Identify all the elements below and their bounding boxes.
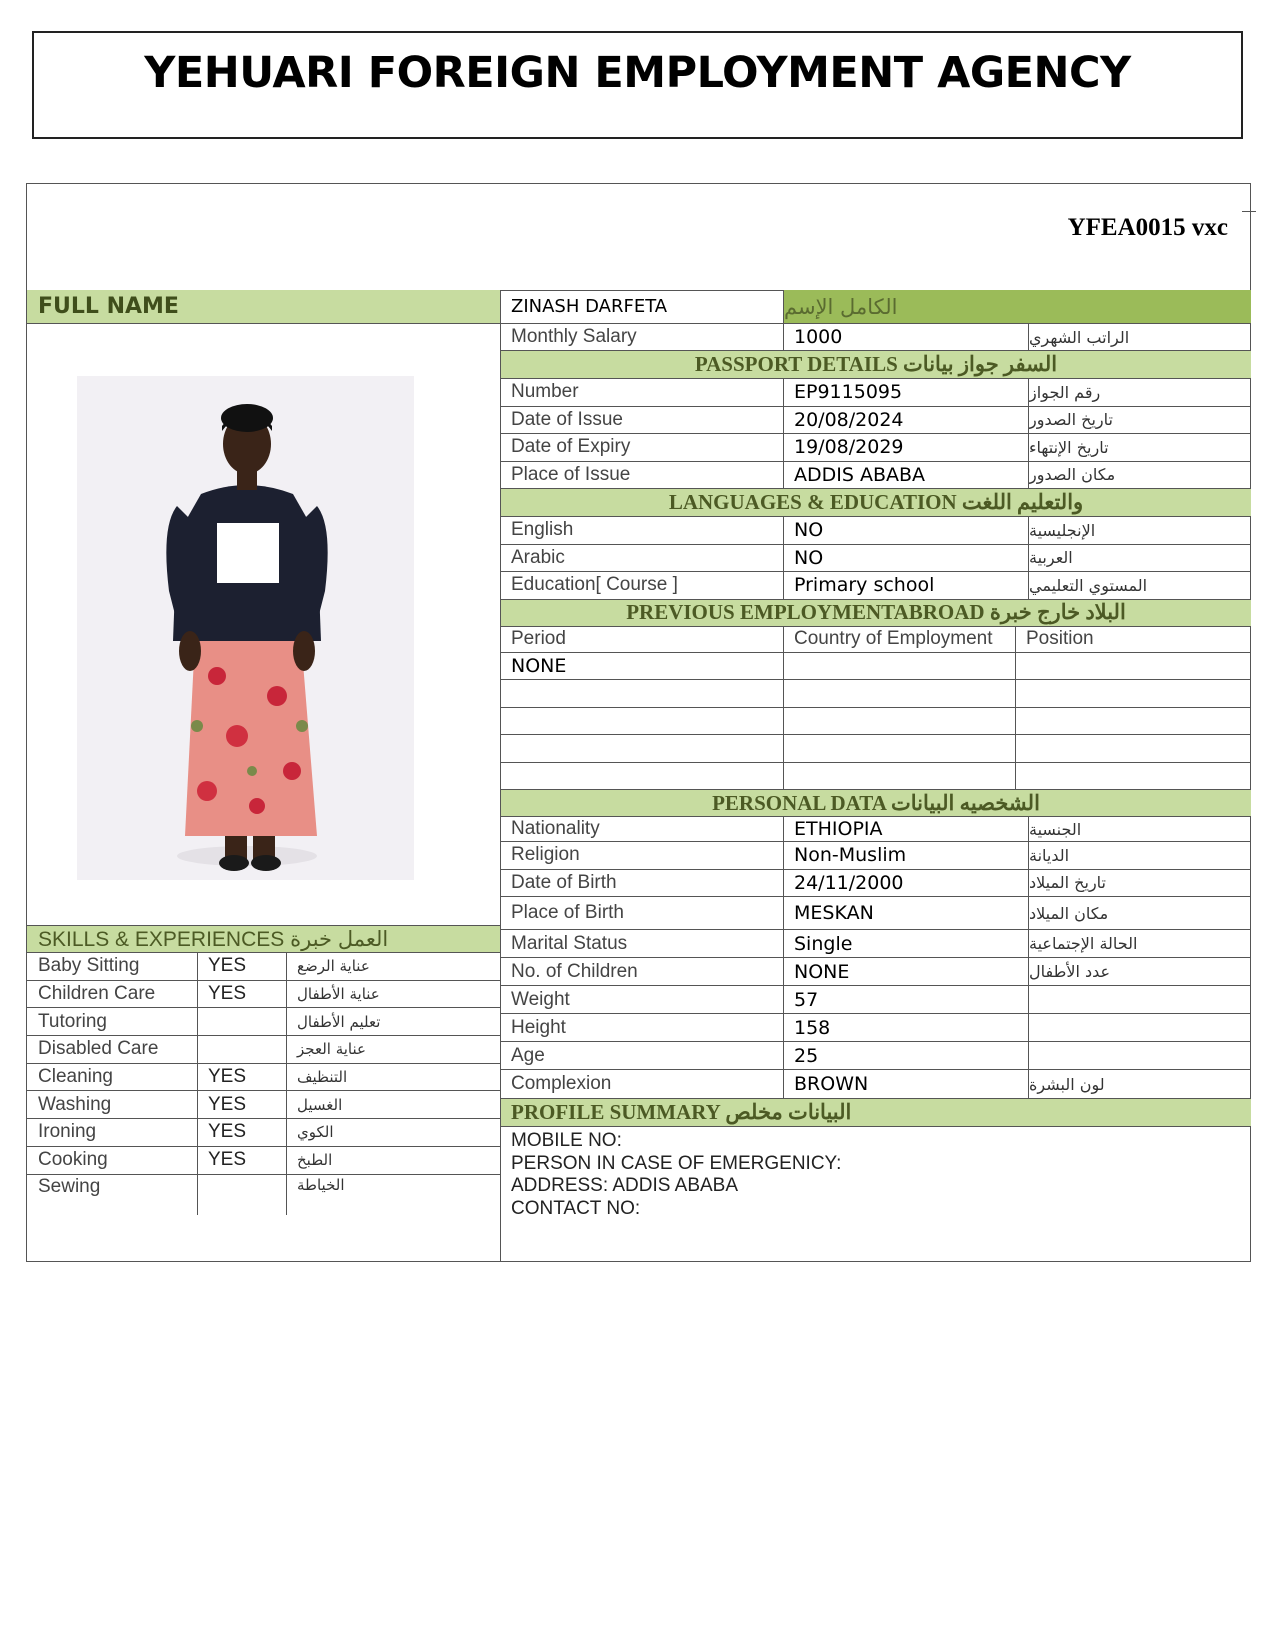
full-name-label-ar — [783, 290, 1251, 323]
skill-row-washing — [27, 1091, 500, 1119]
full-name-ar-text: الكامل الإسم — [784, 294, 898, 319]
employment-country — [783, 763, 1015, 790]
field-label-ar — [1028, 1042, 1251, 1069]
field-label: Date of Birth — [511, 871, 617, 893]
field-label-ar — [1028, 434, 1251, 461]
skill-label: Washing — [38, 1093, 112, 1115]
salary-row — [501, 324, 1251, 351]
skill-row-sewing — [27, 1175, 500, 1215]
skill-label-ar: عناية الأطفال — [286, 981, 500, 1008]
field-label-ar — [1028, 1014, 1251, 1041]
employment-position — [1015, 680, 1251, 707]
passport-section-heading: PASSPORT DETAILS السفر جواز بيانات — [501, 351, 1251, 379]
employment-period — [501, 735, 783, 762]
employment-position — [1015, 708, 1251, 735]
field-label: Nationality — [511, 818, 600, 839]
employment-country — [783, 653, 1015, 680]
employment-row — [501, 763, 1251, 791]
field-label: Age — [511, 1044, 545, 1066]
field-value: NO — [783, 545, 1028, 572]
field-label: Height — [511, 1016, 566, 1038]
summary-line: ADDRESS: ADDIS ABABA — [511, 1175, 739, 1196]
passport-row — [501, 379, 1251, 407]
field-value: ADDIS ABABA — [783, 462, 1028, 489]
personal-row — [501, 1014, 1251, 1042]
field-value: BROWN — [783, 1070, 1028, 1098]
skill-row-children-care — [27, 981, 500, 1009]
field-label-ar — [1028, 817, 1251, 841]
field-label-ar — [1028, 545, 1251, 572]
skill-value — [197, 1008, 286, 1035]
field-ar-text: رقم الجواز — [1029, 382, 1101, 402]
languages-section-heading: LANGUAGES & EDUCATION والتعليم اللغت — [501, 489, 1251, 517]
employment-period — [501, 708, 783, 735]
skill-value — [197, 1175, 286, 1215]
field-value: 20/08/2024 — [783, 407, 1028, 434]
field-value: 158 — [783, 1014, 1028, 1041]
field-ar-text: مكان الميلاد — [1029, 903, 1109, 923]
field-value: EP9115095 — [783, 379, 1028, 406]
skill-row-cleaning — [27, 1064, 500, 1092]
employment-position — [1015, 735, 1251, 762]
field-value: NO — [783, 517, 1028, 544]
personal-row — [501, 817, 1251, 842]
education-row — [501, 572, 1251, 600]
field-ar-text: لون البشرة — [1029, 1074, 1105, 1094]
skill-label: Ironing — [38, 1121, 97, 1143]
language-row — [501, 545, 1251, 573]
skill-label: Cooking — [38, 1149, 108, 1171]
field-label: Arabic — [511, 546, 565, 568]
skill-label-ar: عناية العجز — [286, 1036, 500, 1063]
salary-label: Monthly Salary — [511, 326, 637, 347]
skill-label-ar: تعليم الأطفال — [286, 1008, 500, 1035]
field-value: 25 — [783, 1042, 1028, 1069]
summary-line: MOBILE NO: — [511, 1130, 622, 1151]
agency-header — [32, 31, 1243, 139]
left-column — [27, 290, 500, 1261]
skill-row-disabled-care — [27, 1036, 500, 1064]
field-label-ar — [1028, 986, 1251, 1013]
field-value: NONE — [783, 958, 1028, 985]
employment-period — [501, 763, 783, 790]
skill-row-baby-sitting — [27, 953, 500, 981]
employment-row — [501, 735, 1251, 763]
skill-value: YES — [197, 1064, 286, 1091]
full-name-row — [501, 290, 1251, 324]
skill-value: YES — [197, 1147, 286, 1174]
skill-label: Sewing — [38, 1175, 101, 1197]
field-label: Place of Issue — [511, 463, 631, 485]
field-value: MESKAN — [783, 897, 1028, 929]
field-label-ar — [1028, 407, 1251, 434]
field-label-ar — [1028, 1070, 1251, 1098]
field-label-ar — [1028, 572, 1251, 599]
employment-period — [501, 680, 783, 707]
field-ar-text: تاريخ الصدور — [1029, 410, 1113, 430]
column-header: Country of Employment — [783, 627, 1015, 652]
language-row — [501, 517, 1251, 545]
passport-row — [501, 462, 1251, 490]
photo-area — [27, 324, 500, 926]
field-label: Weight — [511, 988, 570, 1010]
full-name-value: ZINASH DARFETA — [511, 296, 668, 317]
employment-row — [501, 680, 1251, 708]
field-label-ar — [1028, 930, 1251, 957]
employment-header-row — [501, 627, 1251, 653]
summary-line: PERSON IN CASE OF EMERGENICY: — [511, 1152, 842, 1174]
reference-code: YFEA0015 vxc — [1067, 214, 1228, 241]
field-ar-text: الديانة — [1029, 845, 1070, 865]
personal-row — [501, 897, 1251, 930]
candidate-photo — [77, 376, 414, 880]
skill-row-ironing — [27, 1119, 500, 1147]
employment-country — [783, 708, 1015, 735]
field-ar-text: مكان الصدور — [1029, 465, 1116, 485]
field-label-ar — [1028, 517, 1251, 544]
field-ar-text: الجنسية — [1029, 819, 1082, 839]
field-label: Marital Status — [511, 932, 628, 954]
skill-label: Cleaning — [38, 1066, 113, 1088]
personal-row — [501, 930, 1251, 958]
agency-title: YEHUARI FOREIGN EMPLOYMENT AGENCY — [144, 48, 1131, 98]
column-header: Period — [511, 628, 566, 649]
field-label-ar — [1028, 379, 1251, 406]
skill-value: YES — [197, 953, 286, 980]
field-label: Date of Expiry — [511, 436, 631, 458]
field-ar-text: تاريخ الميلاد — [1029, 873, 1106, 893]
skill-row-cooking — [27, 1147, 500, 1175]
right-column — [500, 290, 1251, 1261]
field-ar-text: تاريخ الإنتهاء — [1029, 437, 1109, 457]
salary-ar-text: الراتب الشهري — [1029, 327, 1130, 347]
field-value: Primary school — [783, 572, 1028, 599]
field-value: 24/11/2000 — [783, 870, 1028, 897]
skill-label-ar: التنظيف — [286, 1064, 500, 1091]
field-value: ETHIOPIA — [783, 817, 1028, 841]
employment-country — [783, 680, 1015, 707]
field-ar-text: المستوي التعليمي — [1029, 575, 1148, 595]
field-ar-text: الحالة الإجتماعية — [1029, 934, 1138, 953]
field-label: No. of Children — [511, 960, 638, 982]
salary-value: 1000 — [783, 324, 1028, 350]
profile-summary — [501, 1127, 1251, 1220]
column-header: Position — [1015, 627, 1251, 652]
skill-value: YES — [197, 1119, 286, 1146]
profile-summary-heading: PROFILE SUMMARY البيانات مخلص — [501, 1099, 1251, 1127]
personal-row — [501, 1042, 1251, 1070]
reference-row — [27, 184, 1250, 291]
field-label: Place of Birth — [511, 902, 624, 923]
field-value: Non-Muslim — [783, 842, 1028, 869]
field-ar-text: العربية — [1029, 548, 1073, 568]
employment-position — [1015, 653, 1251, 680]
field-ar-text: الإنجليسية — [1029, 520, 1096, 540]
field-label-ar — [1028, 842, 1251, 869]
field-label: Education[ Course ] — [511, 574, 678, 596]
skill-value: YES — [197, 1091, 286, 1118]
skill-label: Baby Sitting — [38, 955, 140, 977]
summary-line: CONTACT NO: — [511, 1197, 641, 1219]
employment-row — [501, 708, 1251, 736]
personal-row — [501, 870, 1251, 898]
personal-row — [501, 842, 1251, 870]
passport-row — [501, 407, 1251, 435]
employment-row — [501, 653, 1251, 681]
field-label: Number — [511, 381, 579, 403]
employment-period: NONE — [511, 654, 567, 677]
field-value: 19/08/2029 — [783, 434, 1028, 461]
skill-label-ar: عناية الرضع — [286, 953, 500, 980]
field-label: Complexion — [511, 1073, 612, 1094]
skills-section-heading: SKILLS & EXPERIENCES العمل خبرة — [27, 926, 500, 953]
field-label: Religion — [511, 844, 580, 866]
field-ar-text: عدد الأطفال — [1029, 962, 1111, 981]
candidate-form — [26, 183, 1251, 1262]
full-name-label: FULL NAME — [27, 290, 500, 324]
field-value: 57 — [783, 986, 1028, 1013]
field-label-ar — [1028, 958, 1251, 985]
field-label: English — [511, 519, 574, 541]
skill-label-ar: الغسيل — [286, 1091, 500, 1118]
personal-row — [501, 958, 1251, 986]
candidate-figure-icon — [77, 376, 414, 880]
skill-label-ar: الطبخ — [286, 1147, 500, 1174]
employment-country — [783, 735, 1015, 762]
previous-employment-heading: PREVIOUS EMPLOYMENTABROAD البلاد خارج خبرة — [501, 600, 1251, 627]
field-value: Single — [783, 930, 1028, 957]
skill-label: Tutoring — [38, 1010, 107, 1032]
skill-label: Children Care — [38, 983, 156, 1005]
personal-row — [501, 986, 1251, 1014]
personal-data-heading: PERSONAL DATA الشخصيه البيانات — [501, 790, 1251, 817]
skill-label-ar: الخياطة — [286, 1175, 500, 1215]
skill-row-tutoring — [27, 1008, 500, 1036]
field-label-ar — [1028, 897, 1251, 929]
personal-row — [501, 1070, 1251, 1099]
skill-value: YES — [197, 981, 286, 1008]
salary-label-ar — [1028, 324, 1251, 350]
field-label-ar — [1028, 462, 1251, 489]
skill-label: Disabled Care — [38, 1038, 159, 1060]
skill-value — [197, 1036, 286, 1063]
field-label-ar — [1028, 870, 1251, 897]
employment-position — [1015, 763, 1251, 790]
corner-line — [1242, 211, 1256, 212]
skill-label-ar: الكوي — [286, 1119, 500, 1146]
passport-row — [501, 434, 1251, 462]
field-label: Date of Issue — [511, 408, 623, 430]
